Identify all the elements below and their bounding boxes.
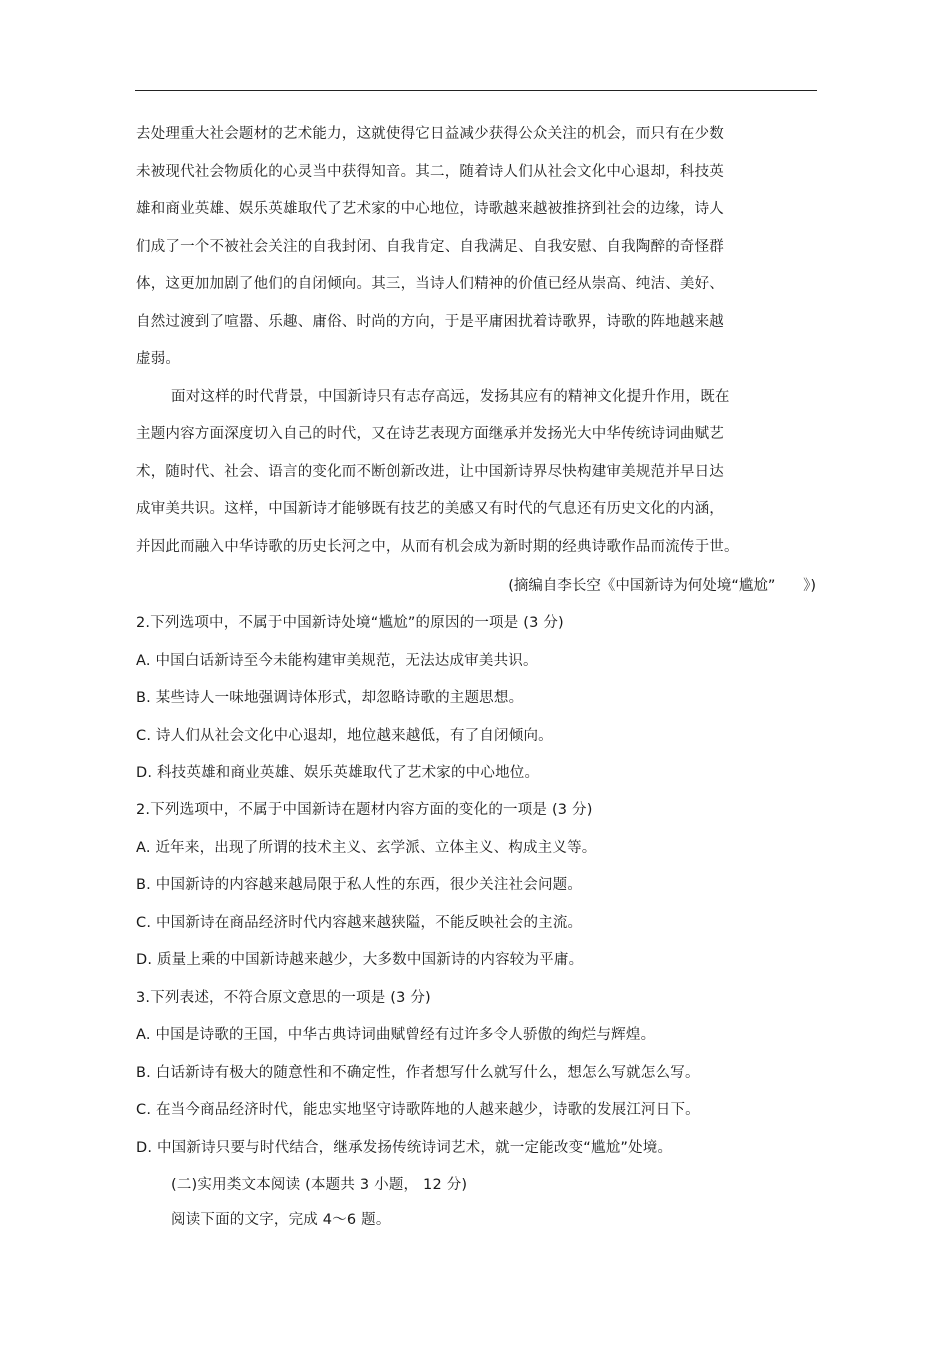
question-option: D. 中国新诗只要与时代结合，继承发扬传统诗词艺术，就一定能改变“尴尬”处境。 bbox=[136, 1140, 673, 1156]
passage-line: 面对这样的时代背景，中国新诗只有志存高远，发扬其应有的精神文化提升作用，既在 bbox=[171, 389, 730, 405]
section-instruction: 阅读下面的文字，完成 4～6 题。 bbox=[171, 1212, 391, 1228]
question-option: B. 某些诗人一味地强调诗体形式，却忽略诗歌的主题思想。 bbox=[136, 690, 524, 706]
passage-source: (摘编自李长空《中国新诗为何处境“尴尬” 》) bbox=[508, 578, 816, 594]
question-stem: 3.下列表述，不符合原文意思的一项是 (3 分) bbox=[136, 990, 431, 1006]
question-stem: 2.下列选项中，不属于中国新诗处境“尴尬”的原因的一项是 (3 分) bbox=[136, 615, 564, 631]
passage-line: 术，随时代、社会、语言的变化而不断创新改进，让中国新诗界尽快构建审美规范并早日达 bbox=[136, 464, 724, 480]
question-stem: 2.下列选项中，不属于中国新诗在题材内容方面的变化的一项是 (3 分) bbox=[136, 802, 593, 818]
section-heading: (二)实用类文本阅读 (本题共 3 小题， 12 分) bbox=[171, 1177, 468, 1193]
passage-line: 体，这更加加剧了他们的自闭倾向。其三，当诗人们精神的价值已经从崇高、纯洁、美好、 bbox=[136, 276, 724, 292]
question-option: C. 中国新诗在商品经济时代内容越来越狭隘，不能反映社会的主流。 bbox=[136, 915, 583, 931]
question-option: D. 科技英雄和商业英雄、娱乐英雄取代了艺术家的中心地位。 bbox=[136, 765, 540, 781]
passage-line: 成审美共识。这样，中国新诗才能够既有技艺的美感又有时代的气息还有历史文化的内涵， bbox=[136, 501, 724, 517]
question-option: A. 中国是诗歌的王国，中华古典诗词曲赋曾经有过许多令人骄傲的绚烂与辉煌。 bbox=[136, 1027, 656, 1043]
passage-line: 自然过渡到了喧嚣、乐趣、庸俗、时尚的方向，于是平庸困扰着诗歌界，诗歌的阵地越来越 bbox=[136, 314, 724, 330]
question-option: A. 中国白话新诗至今未能构建审美规范，无法达成审美共识。 bbox=[136, 653, 538, 669]
passage-line: 雄和商业英雄、娱乐英雄取代了艺术家的中心地位，诗歌越来越被推挤到社会的边缘，诗人 bbox=[136, 201, 724, 217]
passage-line: 并因此而融入中华诗歌的历史长河之中，从而有机会成为新时期的经典诗歌作品而流传于世。 bbox=[136, 539, 739, 555]
passage-line: 去处理重大社会题材的艺术能力，这就使得它日益减少获得公众关注的机会，而只有在少数 bbox=[136, 126, 724, 142]
passage-line: 们成了一个不被社会关注的自我封闭、自我肯定、自我满足、自我安慰、自我陶醉的奇怪群 bbox=[136, 239, 724, 255]
question-option: A. 近年来，出现了所谓的技术主义、玄学派、立体主义、构成主义等。 bbox=[136, 840, 597, 856]
header-rule bbox=[135, 90, 817, 91]
question-option: B. 中国新诗的内容越来越局限于私人性的东西，很少关注社会问题。 bbox=[136, 877, 583, 893]
question-option: C. 在当今商品经济时代，能忠实地坚守诗歌阵地的人越来越少，诗歌的发展江河日下。 bbox=[136, 1102, 700, 1118]
passage-line: 虚弱。 bbox=[136, 351, 181, 367]
passage-line: 主题内容方面深度切入自己的时代，又在诗艺表现方面继承并发扬光大中华传统诗词曲赋艺 bbox=[136, 426, 724, 442]
question-option: C. 诗人们从社会文化中心退却，地位越来越低，有了自闭倾向。 bbox=[136, 728, 553, 744]
passage-line: 未被现代社会物质化的心灵当中获得知音。其二，随着诗人们从社会文化中心退却，科技英 bbox=[136, 164, 724, 180]
question-option: B. 白话新诗有极大的随意性和不确定性，作者想写什么就写什么，想怎么写就怎么写。 bbox=[136, 1065, 700, 1081]
question-option: D. 质量上乘的中国新诗越来越少，大多数中国新诗的内容较为平庸。 bbox=[136, 952, 584, 968]
